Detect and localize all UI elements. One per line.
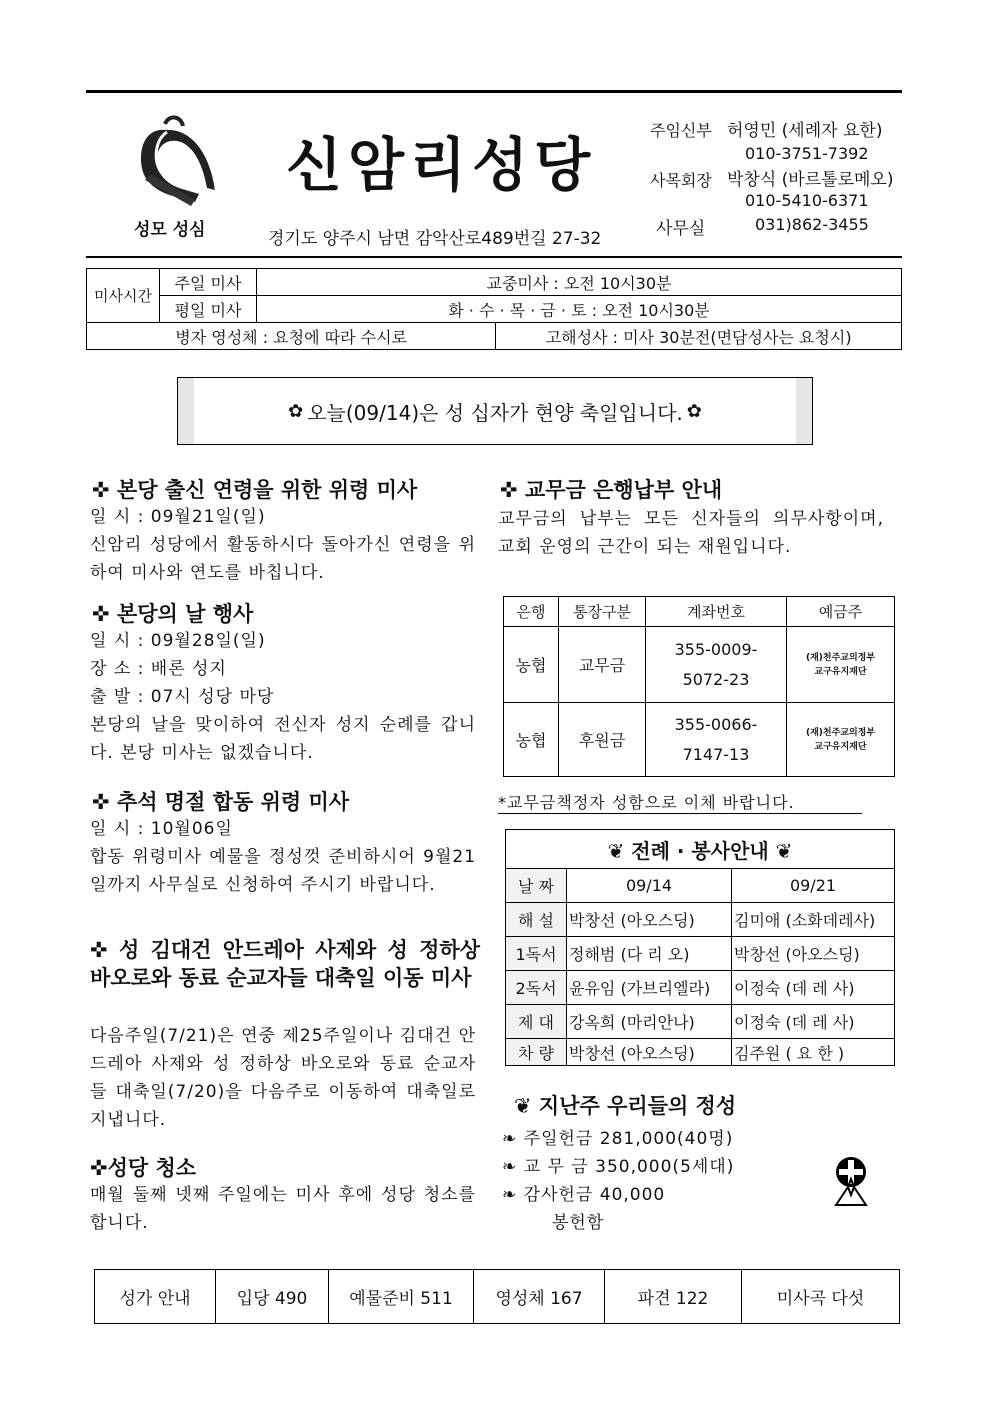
liturgy-service-table	[505, 829, 895, 1066]
council-label: 사목회장	[650, 171, 712, 190]
section-memorial-mass-title: ✜ 본당 출신 연령을 위한 위령 미사	[92, 478, 418, 502]
bank-note: *교무금책정자 성함으로 이체 바랍니다.	[498, 790, 862, 814]
service-header-date: 날 짜	[506, 869, 567, 903]
section-martyrs-mass-title: ✜ 성 김대건 안드레아 사제와 성 정하상 바오로와 동료 순교자들 대축일 이동 미사	[90, 938, 480, 990]
leaf-icon: ❦	[514, 1094, 539, 1118]
hymn-mass-setting: 미사곡 다섯	[742, 1270, 900, 1324]
sick-communion: 병자 영성체 : 요청에 따라 수시로	[87, 323, 496, 350]
section-bank-body: 교무금의 납부는 모든 신자들의 의무사항이며, 교회 운영의 근간이 되는 재원입니다.	[498, 509, 884, 557]
table-row: 농협 교무금 355-0009- 5072-23 (재)천주교의정부 교구유지재단	[504, 627, 895, 703]
section-memorial-mass-body: 일 시 : 09월21일(일) 신암리 성당에서 활동하시다 돌아가신 연령을 위하여 미사와 연도를 바칩니다.	[90, 507, 476, 583]
bank-header-account: 계좌번호	[646, 597, 787, 627]
mass-schedule-table	[86, 268, 902, 350]
service-header-0921: 09/21	[732, 869, 895, 903]
list-item: ❧ 주일헌금 281,000(40명)	[502, 1129, 734, 1149]
diamond-bullet-icon: ✜	[500, 478, 525, 502]
hymn-recessional: 파견 122	[605, 1270, 742, 1324]
pastor-label: 주임신부	[650, 121, 712, 140]
service-header-0914: 09/14	[567, 869, 732, 903]
leaf-icon: ❦	[607, 838, 632, 863]
table-row: 1독서 정해범 (다 리 오) 박창선 (아오스딩)	[506, 937, 895, 971]
confession: 고해성사 : 미사 30분전(면담성사는 요청시)	[496, 323, 902, 350]
office-phone: 031)862-3455	[755, 215, 869, 234]
table-row: 해 설 박창선 (아오스딩) 김미애 (소화데레사)	[506, 903, 895, 937]
pastor-phone: 010-3751-7392	[745, 144, 869, 163]
leaf-bullet-icon: ❧	[502, 1157, 524, 1177]
section-cleaning-body: 매월 둘째 넷째 주일에는 미사 후에 성당 청소를 합니다.	[90, 1185, 476, 1233]
diamond-bullet-icon: ✜	[92, 478, 117, 502]
list-item: 봉헌함	[552, 1213, 605, 1233]
hymn-offertory: 예물준비 511	[329, 1270, 474, 1324]
council-phone: 010-5410-6371	[745, 191, 869, 210]
section-martyrs-mass-body: 다음주일(7/21)은 연중 제25주일이나 김대건 안드레아 사제와 성 정하상 바오로와 동료 순교자들 대축일(7/20)을 다음주로 이동하여 대축일로 지냅니다.	[90, 1026, 476, 1130]
offerings-list	[502, 1125, 802, 1237]
hymn-guide-table	[94, 1269, 900, 1324]
diamond-bullet-icon: ✜	[92, 790, 117, 814]
leaf-icon: ❦	[768, 838, 793, 863]
list-item: ❧ 감사헌금 40,000	[502, 1185, 666, 1205]
logo-caption: 성모 성심	[134, 220, 206, 240]
weekday-mass-value: 화 · 수 · 목 · 금 · 토 : 오전 10시30분	[257, 296, 902, 323]
bank-header-holder: 예금주	[787, 597, 895, 627]
section-parish-day-body: 일 시 : 09월28일(일) 장 소 : 배론 성지 출 발 : 07시 성당 마당 본당의 날을 맞이하여 전신자 성지 순례를 갑니다. 본당 미사는 없겠습니다.	[90, 631, 476, 763]
section-chuseok-mass-title: ✜ 추석 명절 합동 위령 미사	[92, 790, 350, 814]
table-row: 차 량 박창선 (아오스딩) 김주원 ( 요 한 )	[506, 1039, 895, 1066]
section-bank-title: ✜ 교무금 은행납부 안내	[500, 478, 723, 502]
praying-hands-cross-icon	[826, 1155, 876, 1207]
diamond-bullet-icon: ✜	[90, 938, 119, 962]
diamond-bullet-icon: ✜	[90, 1156, 108, 1180]
feast-notice	[177, 377, 813, 445]
table-row: 농협 후원금 355-0066- 7147-13 (재)천주교의정부 교구유지재단	[504, 703, 895, 777]
bank-header-bank: 은행	[504, 597, 559, 627]
sunday-mass-value: 교중미사 : 오전 10시30분	[257, 269, 902, 296]
sunday-mass-label: 주일 미사	[160, 269, 257, 296]
weekday-mass-label: 평일 미사	[160, 296, 257, 323]
table-row: 제 대 강옥희 (마리안나) 이정숙 (데 레 사)	[506, 1005, 895, 1039]
section-parish-day-title: ✜ 본당의 날 행사	[92, 602, 254, 626]
section-chuseok-mass-body: 일 시 : 10월06일 합동 위령미사 예물을 정성껏 준비하시어 9월21일까지 사무실로 신청하여 주시기 바랍니다.	[90, 819, 476, 895]
hymn-guide-label: 성가 안내	[95, 1270, 216, 1324]
pastor-name: 허영민 (세례자 요한)	[727, 121, 883, 141]
flower-icon: ✿	[288, 400, 304, 422]
bank-account-table	[503, 596, 895, 777]
leaf-bullet-icon: ❧	[502, 1129, 524, 1149]
hymn-entrance: 입당 490	[216, 1270, 329, 1324]
office-label: 사무실	[656, 219, 706, 239]
list-item: ❧ 교 무 금 350,000(5세대)	[502, 1157, 735, 1177]
parish-address: 경기도 양주시 남면 감악산로489번길 27-32	[268, 229, 602, 249]
header-rule	[86, 256, 902, 258]
top-rule	[86, 90, 902, 93]
mass-time-label: 미사시간	[87, 269, 160, 323]
table-row: 2독서 윤유임 (가브리엘라) 이정숙 (데 레 사)	[506, 971, 895, 1005]
section-offerings-title: ❦ 지난주 우리들의 정성	[514, 1094, 737, 1118]
council-name: 박창식 (바르톨로메오)	[727, 170, 894, 190]
service-title-cell: ❦ 전례 · 봉사안내 ❦	[506, 830, 895, 869]
feast-notice-text: 오늘(09/14)은 성 십자가 현양 축일입니다.	[307, 400, 683, 425]
flower-icon: ✿	[686, 400, 702, 422]
diamond-bullet-icon: ✜	[92, 602, 117, 626]
bank-header-type: 통장구분	[559, 597, 646, 627]
parish-title: 신암리성당	[286, 131, 597, 199]
sacred-heart-logo	[125, 110, 230, 210]
hymn-communion: 영성체 167	[474, 1270, 605, 1324]
leaf-bullet-icon: ❧	[502, 1185, 524, 1205]
section-cleaning-title: ✜성당 청소	[90, 1156, 197, 1180]
